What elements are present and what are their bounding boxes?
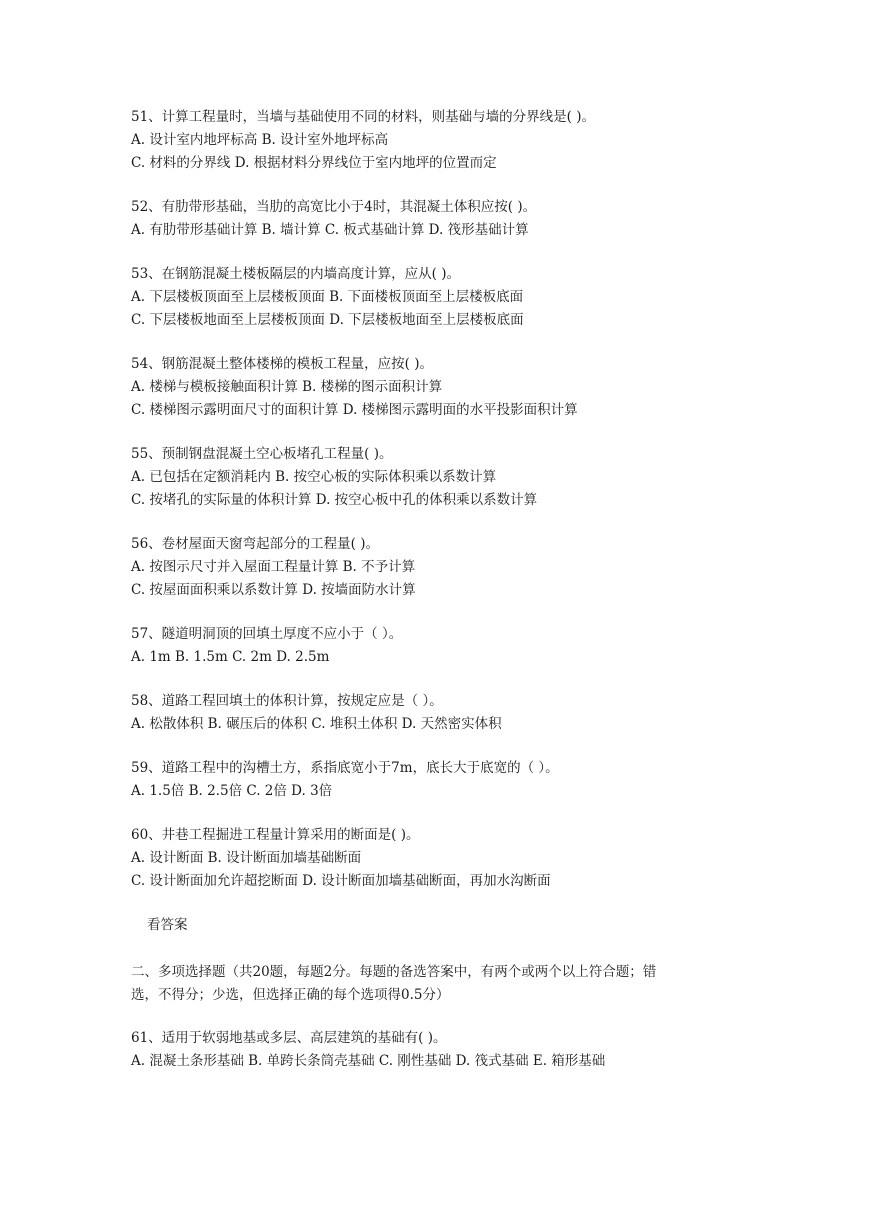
question-options: A. 按图示尺寸并入屋面工程量计算 B. 不予计算 (131, 559, 416, 575)
question-options: A. 1m B. 1.5m C. 2m D. 2.5m (131, 649, 330, 665)
question-options: A. 混凝土条形基础 B. 单跨长条筒壳基础 C. 刚性基础 D. 筏式基础 E. 箱形基础 (131, 1053, 606, 1069)
question-stem: 52、有肋带形基础，当肋的高宽比小于4时，其混凝土体积应按( )。 (131, 199, 537, 215)
question-stem: 54、钢筋混凝土整体楼梯的模板工程量，应按( )。 (131, 356, 434, 372)
section-heading-line: 选，不得分；少选，但选择正确的每个选项得0.5分） (131, 987, 450, 1003)
question-stem: 57、隧道明洞顶的回填土厚度不应小于（ ）。 (131, 626, 403, 642)
question-options: C. 设计断面加允许超挖断面 D. 设计断面加墙基础断面，再加水沟断面 (131, 873, 551, 889)
question-options: A. 楼梯与模板接触面积计算 B. 楼梯的图示面积计算 (131, 379, 443, 395)
question-options: C. 按屋面面积乘以系数计算 D. 按墙面防水计算 (131, 582, 416, 598)
question-options: A. 1.5倍 B. 2.5倍 C. 2倍 D. 3倍 (131, 783, 333, 799)
question-stem: 59、道路工程中的沟槽土方，系指底宽小于7m，底长大于底宽的（ ）。 (131, 760, 559, 776)
question-60 (131, 824, 751, 893)
question-stem: 56、卷材屋面天窗弯起部分的工程量( )。 (131, 536, 380, 552)
question-options: A. 松散体积 B. 碾压后的体积 C. 堆积土体积 D. 天然密实体积 (131, 716, 502, 732)
question-stem: 53、在钢筋混凝土楼板隔层的内墙高度计算，应从( )。 (131, 266, 461, 282)
question-52 (131, 196, 751, 242)
question-56 (131, 533, 751, 602)
question-options: C. 材料的分界线 D. 根据材料分界线位于室内地坪的位置而定 (131, 155, 497, 171)
question-options: C. 按堵孔的实际量的体积计算 D. 按空心板中孔的体积乘以系数计算 (131, 492, 538, 508)
question-options: A. 设计断面 B. 设计断面加墙基础断面 (131, 850, 362, 866)
section-heading (131, 961, 751, 1007)
question-options: A. 已包括在定额消耗内 B. 按空心板的实际体积乘以系数计算 (131, 469, 497, 485)
question-55 (131, 443, 751, 512)
question-stem: 61、适用于软弱地基或多层、高层建筑的基础有( )。 (131, 1030, 447, 1046)
question-options: A. 设计室内地坪标高 B. 设计室外地坪标高 (131, 132, 389, 148)
question-58 (131, 690, 751, 736)
question-53 (131, 263, 751, 332)
document-content (131, 106, 751, 1094)
question-options: A. 有肋带形基础计算 B. 墙计算 C. 板式基础计算 D. 筏形基础计算 (131, 222, 529, 238)
question-57 (131, 623, 751, 669)
section-heading-line: 二、多项选择题（共20题，每题2分。每题的备选答案中，有两个或两个以上符合题；错 (131, 964, 657, 980)
question-61 (131, 1027, 751, 1073)
question-54 (131, 353, 751, 422)
question-stem: 58、道路工程回填土的体积计算，按规定应是（ ）。 (131, 693, 443, 709)
question-options: C. 下层楼板地面至上层楼板顶面 D. 下层楼板地面至上层楼板底面 (131, 312, 524, 328)
question-options: A. 下层楼板顶面至上层楼板顶面 B. 下面楼板顶面至上层楼板底面 (131, 289, 524, 305)
question-stem: 55、预制钢盘混凝土空心板堵孔工程量( )。 (131, 446, 393, 462)
question-options: C. 楼梯图示露明面尺寸的面积计算 D. 楼梯图示露明面的水平投影面积计算 (131, 402, 578, 418)
question-51 (131, 106, 751, 175)
view-answer-link[interactable]: 看答案 (147, 917, 188, 933)
question-stem: 51、计算工程量时，当墙与基础使用不同的材料，则基础与墙的分界线是( )。 (131, 109, 596, 125)
question-59 (131, 757, 751, 803)
question-stem: 60、井巷工程掘进工程量计算采用的断面是( )。 (131, 827, 420, 843)
